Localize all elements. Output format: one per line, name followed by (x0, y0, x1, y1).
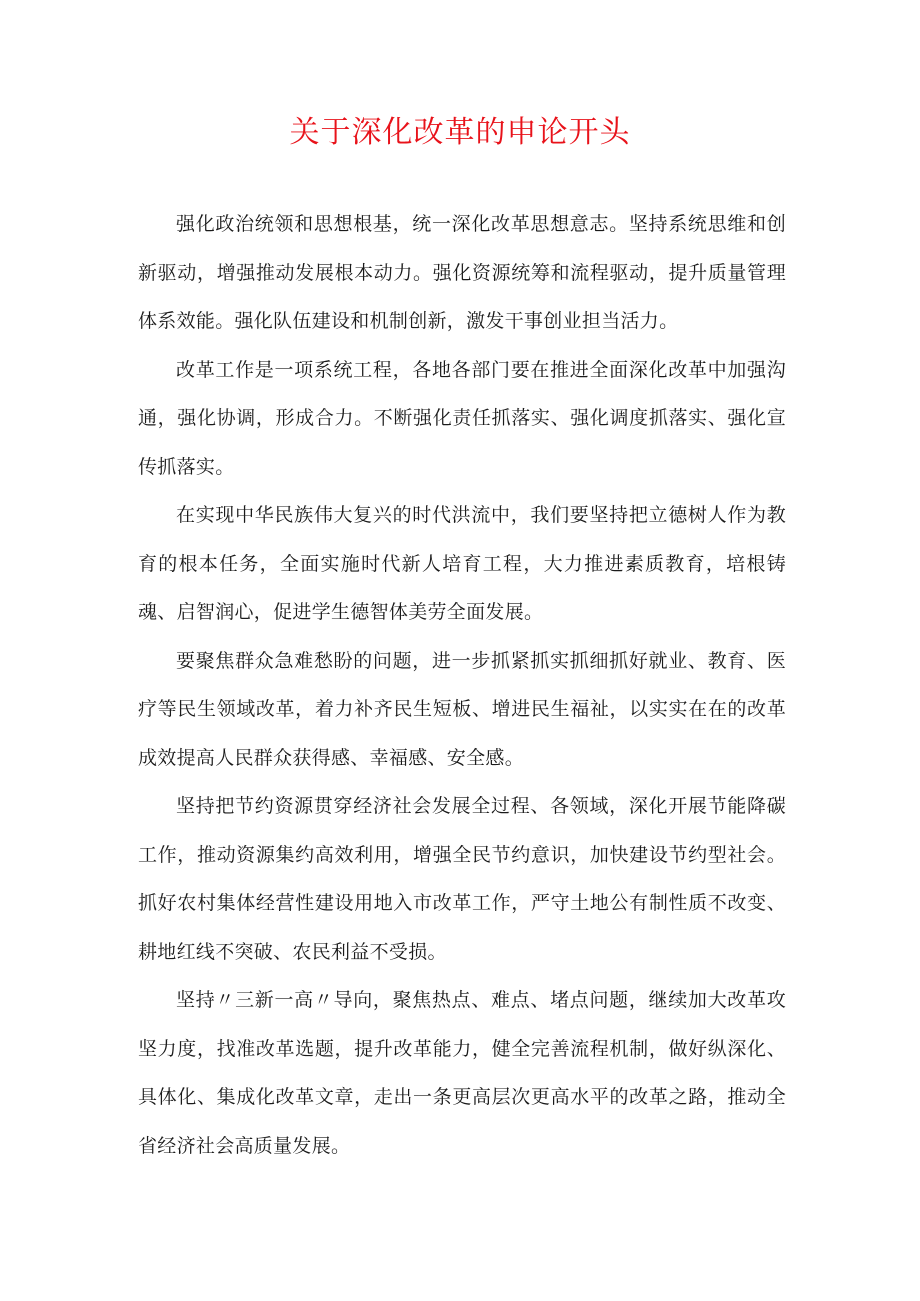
document-body (138, 200, 786, 1170)
paragraph-6: 坚持〃三新一高〃导向，聚焦热点、难点、堵点问题，继续加大改革攻坚力度，找准改革选题，提升改革能力，健全完善流程机制，做好纵深化、具体化、集成化改革文章，走出一条更高层次更高水平的改革之路，推动全省经济社会高质量发展。 (138, 989, 786, 1157)
paragraph-3: 在实现中华民族伟大复兴的时代洪流中，我们要坚持把立德树人作为教育的根本任务，全面实施时代新人培育工程，大力推进素质教育，培根铸魂、启智润心，促进学生德智体美劳全面发展。 (138, 504, 786, 623)
paragraph-1: 强化政治统领和思想根基，统一深化改革思想意志。坚持系统思维和创新驱动，增强推动发展根本动力。强化资源统筹和流程驱动，提升质量管理体系效能。强化队伍建设和机制创新，激发干事创业担当活力。 (138, 213, 786, 332)
page-title: 关于深化改革的申论开头 (289, 115, 631, 150)
paragraph-2: 改革工作是一项系统工程，各地各部门要在推进全面深化改革中加强沟通，强化协调，形成合力。不断强化责任抓落实、强化调度抓落实、强化宣传抓落实。 (138, 358, 786, 478)
paragraph-4: 要聚焦群众急难愁盼的问题，进一步抓紧抓实抓细抓好就业、教育、医疗等民生领域改革，着力补齐民生短板、增进民生福祉，以实实在在的改革成效提高人民群众获得感、幸福感、安全感。 (138, 649, 786, 769)
paragraph-5: 坚持把节约资源贯穿经济社会发展全过程、各领域，深化开展节能降碳工作，推动资源集约高效利用，增强全民节约意识，加快建设节约型社会。抓好农村集体经营性建设用地入市改革工作，严守土地公有制性质不改变、耕地红线不突破、农民利益不受损。 (138, 795, 786, 963)
